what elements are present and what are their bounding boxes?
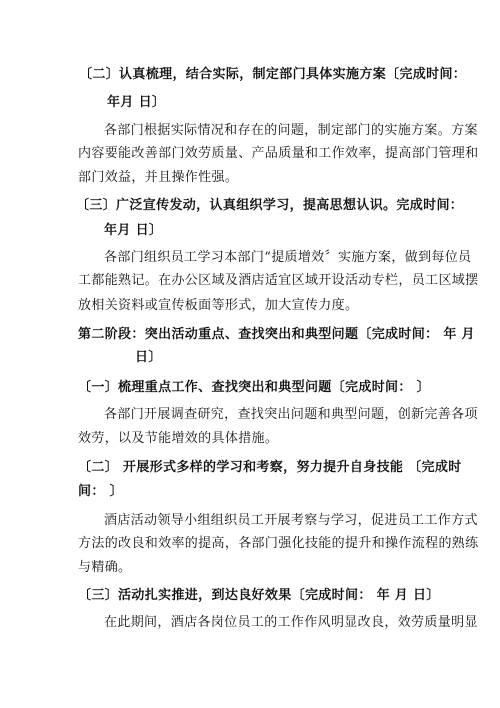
paragraph-line: 内容要能改善部门效劳质量、产品质量和工作效率，提高部门管理和 (78, 146, 479, 161)
heading-2-3: 〔三〕广泛宣传发动，认真组织学习，提高思想认识。完成时间： (76, 198, 464, 213)
heading-2-2: 〔二〕认真梳理，结合实际，制定部门具体实施方案〔完成时间： (79, 67, 467, 82)
paragraph-line: 部门效益，并且操作性强。 (78, 170, 239, 185)
paragraph-line: 方法的改良和效率的提高，各部门强化技能的提升和操作流程的熟练 (78, 536, 479, 551)
paragraph-line: 效劳，以及节能增效的具体措施。 (78, 431, 279, 446)
paragraph-line: 在此期间，酒店各岗位员工的工作作风明显改良，效劳质量明显 (104, 615, 478, 630)
paragraph-line: 各部门开展调查研究，查找突出问题和典型问题，创新完善各项 (104, 407, 478, 422)
paragraph-line: 各部门组织员工学习本部门“提质增效〞实施方案，做到每位员 (104, 250, 472, 265)
paragraph-line: 与精确。 (78, 560, 132, 575)
heading-2-2-date: 年月 日〕 (107, 95, 166, 110)
paragraph-line: 酒店活动领导小组组织员工开展考察与学习，促进员工工作方式 (104, 513, 478, 528)
heading-3-2-date: 间： 〕 (78, 484, 123, 499)
paragraph-line: 放相关资料或宣传板面等形式，加大宣传力度。 (78, 298, 359, 313)
section-heading-stage-2: 第二阶段：突出活动重点、查找突出和典型问题〔完成时间： 年 月 (78, 327, 475, 342)
heading-3-3: 〔三〕活动扎实推进，到达良好效果〔完成时间： 年 月 日〕 (78, 588, 440, 603)
paragraph-line: 工都能熟记。在办公区域及酒店适宜区域开设活动专栏，员工区域摆 (78, 273, 479, 288)
paragraph-line: 各部门根据实际情况和存在的问题，制定部门的实施方案。方案 (104, 123, 478, 138)
heading-2-3-date: 年月 日〕 (104, 223, 163, 238)
section-heading-stage-2-date: 日〕 (135, 350, 162, 365)
heading-3-2: 〔二〕 开展形式多样的学习和考察，努力提升自身技能 〔完成时 (78, 460, 462, 475)
heading-3-1: 〔一〕梳理重点工作、查找突出和典型问题〔完成时间： 〕 (78, 380, 430, 395)
